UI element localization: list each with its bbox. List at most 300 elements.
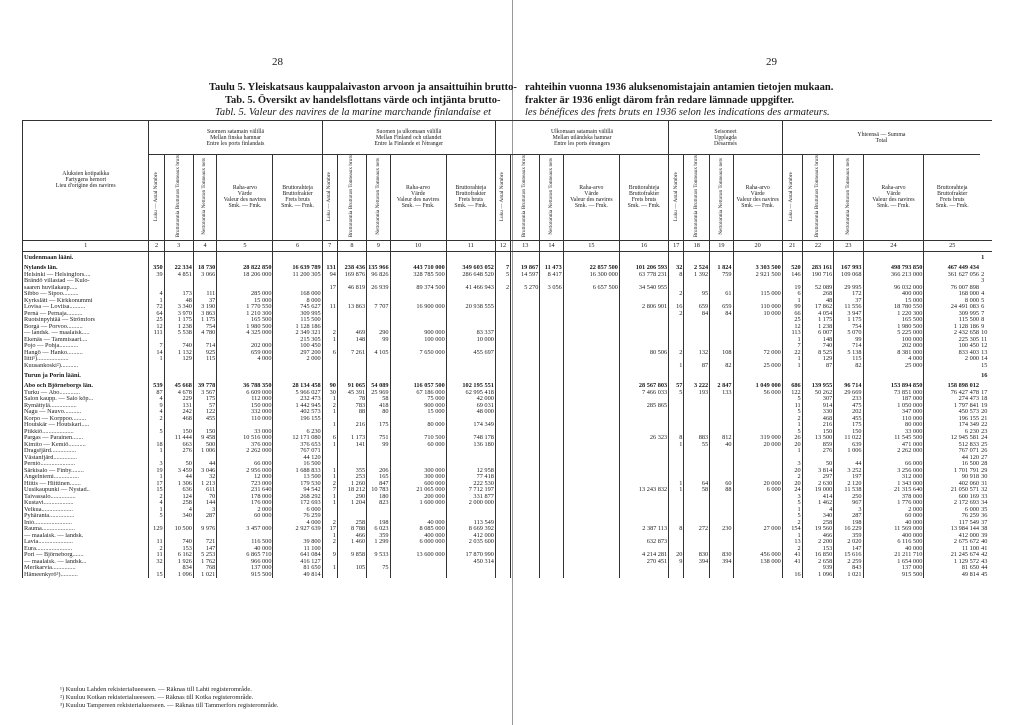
table-cell: 19 560: [802, 526, 834, 533]
row-label: Ekenäs — Tammisaari....: [23, 337, 149, 344]
column-number: 10: [390, 240, 446, 251]
table-cell: [669, 572, 684, 579]
table-cell: 15 616: [834, 552, 863, 559]
table-cell: 710 500: [390, 435, 446, 442]
table-cell: 198: [367, 520, 390, 527]
table-cell: [446, 572, 495, 579]
table-cell: 173: [164, 291, 193, 298]
table-cell: 11 556: [834, 304, 863, 311]
table-cell: 129: [164, 356, 193, 363]
table-cell: [733, 251, 782, 265]
table-cell: 94: [322, 272, 337, 279]
table-cell: 823: [367, 500, 390, 507]
column-header-cell: [834, 155, 863, 241]
table-cell: 20: [782, 442, 802, 449]
table-cell: 12 000: [217, 474, 273, 481]
table-cell: 394: [684, 559, 710, 566]
column-number: 12: [495, 240, 510, 251]
table-cell: 10 783: [367, 487, 390, 494]
row-label: Piikkiö....................: [23, 429, 149, 436]
row-label: Inió........................: [23, 520, 149, 527]
row-number: 44: [981, 565, 988, 572]
table-cell: 1 175: [802, 317, 834, 324]
table-cell: 27 000: [733, 526, 782, 533]
table-cell: 3 222: [684, 383, 710, 390]
table-cell: 759: [710, 272, 733, 279]
row-number: 37: [981, 519, 988, 526]
table-cell: 4 851: [164, 272, 193, 279]
table-cell: 193: [684, 390, 710, 397]
net-column-header: Nettotonnia Nettoton Tonneaux nets: [201, 157, 208, 235]
table-cell: 1 220 300: [863, 311, 924, 318]
table-cell: 28 134 458: [273, 383, 322, 390]
table-cell: 95: [684, 291, 710, 298]
table-cell: 2 262 000: [863, 448, 924, 455]
row-number: 13: [981, 349, 988, 356]
column-header-cell: [669, 155, 684, 241]
table-cell: 1 688 833: [273, 468, 322, 475]
table-cell: 115: [834, 356, 863, 363]
table-cell: 91 065: [337, 383, 366, 390]
freight-column-header: Bruttorahteja Bruttofrakter Frets bruts Smk. — Fmk.: [924, 155, 980, 241]
table-cell: 6 162: [164, 552, 193, 559]
row-number: 19: [981, 402, 988, 409]
table-cell: 276: [802, 448, 834, 455]
table-cell: 686: [782, 383, 802, 390]
table-cell: 45 668: [164, 383, 193, 390]
table-cell: 6 007: [802, 330, 834, 337]
column-number: 6: [273, 240, 322, 251]
row-label: Turun ja Porin lääni.: [23, 369, 149, 383]
table-cell: 225 305: [924, 337, 980, 344]
value-column-header: Raha-arvo Värde Valeur des navires Smk. — Fmk.: [733, 155, 782, 241]
table-cell: 2: [322, 403, 337, 410]
table-cell: 26 323: [619, 435, 668, 442]
column-header-cell: [684, 155, 710, 241]
group-header-abroad: Ulkomaan satamain välillä Mellan utländska hamnar Entre les ports étrangers: [495, 121, 668, 155]
gross-column-header: Bruttotonnia Bruttoton Tonneaux bruts: [175, 155, 181, 238]
table-cell: 2: [782, 546, 802, 553]
row-label: Pori — Björneborg.......: [23, 552, 149, 559]
table-cell: 830: [684, 552, 710, 559]
table-cell: 115 000: [733, 291, 782, 298]
table-cell: 307: [802, 396, 834, 403]
table-cell: 347 000: [863, 409, 924, 416]
group-header-foreign: Suomen ja ulkomaan välillä Mellan Finland och utlandet Entre la Finlande et l'étranger: [322, 121, 495, 155]
table-cell: 250: [834, 494, 863, 501]
table-cell: 740: [164, 539, 193, 546]
table-cell: [337, 572, 366, 579]
table-cell: 11 022: [834, 435, 863, 442]
table-cell: 153 894 850: [863, 383, 924, 390]
merchant-fleet-table: [22, 120, 992, 578]
table-cell: 72 000: [733, 350, 782, 357]
table-cell: 200 000: [390, 494, 446, 501]
table-cell: [684, 572, 710, 579]
table-cell: 11 545 500: [863, 435, 924, 442]
table-cell: 847: [367, 481, 390, 488]
table-cell: 471 000: [863, 442, 924, 449]
table-cell: 73 851 000: [863, 390, 924, 397]
table-cell: 1: [322, 337, 337, 344]
table-cell: 139 955: [802, 383, 834, 390]
table-cell: 70: [193, 494, 216, 501]
row-number: 5: [981, 297, 985, 304]
table-cell: 1 049 000: [733, 383, 782, 390]
table-cell: 50: [164, 461, 193, 468]
table-cell: 41: [782, 559, 802, 566]
table-cell: 1: [669, 487, 684, 494]
table-cell: 925: [193, 350, 216, 357]
table-cell: 767 071: [924, 448, 980, 455]
table-cell: 659: [710, 304, 733, 311]
table-cell: 3: [149, 461, 164, 468]
table-cell: 16 500: [924, 461, 980, 468]
column-number: 5: [217, 240, 273, 251]
row-number: 25: [981, 441, 988, 448]
table-cell: 714: [834, 343, 863, 350]
table-cell: 116 500: [217, 539, 273, 546]
table-cell: 1 096: [802, 572, 834, 579]
table-cell: 812: [710, 435, 733, 442]
table-cell: 290: [337, 494, 366, 501]
table-cell: 115 500: [273, 317, 322, 324]
table-cell: 8 788: [337, 526, 366, 533]
table-cell: 359: [367, 533, 390, 540]
table-cell: 12 958: [446, 468, 495, 475]
table-cell: 7 261: [337, 350, 366, 357]
table-cell: 154: [782, 526, 802, 533]
table-cell: 83 337: [446, 330, 495, 337]
table-cell: 268: [802, 291, 834, 298]
table-cell: 8: [669, 526, 684, 533]
table-cell: 283 161: [802, 265, 834, 272]
table-cell: 28 567 803: [619, 383, 668, 390]
table-cell: 16 900 000: [390, 304, 446, 311]
table-cell: 466: [802, 533, 834, 540]
table-cell: 376 653: [273, 442, 322, 449]
table-cell: 1 238: [802, 324, 834, 331]
table-cell: [669, 369, 684, 383]
table-cell: 1 460: [337, 539, 366, 546]
table-cell: 443 710 000: [390, 265, 446, 272]
table-cell: 1 006: [834, 448, 863, 455]
table-cell: 110 000: [863, 416, 924, 423]
column-header-cell: [540, 155, 563, 241]
table-cell: 16: [782, 572, 802, 579]
table-cell: [563, 251, 619, 265]
table-cell: [322, 251, 337, 265]
table-cell: 10 000: [733, 311, 782, 318]
table-cell: 17: [322, 285, 337, 292]
table-cell: 40 000: [390, 520, 446, 527]
table-cell: 376 000: [217, 442, 273, 449]
table-cell: 1 132: [164, 350, 193, 357]
table-cell: 17: [322, 526, 337, 533]
table-cell: 859: [802, 442, 834, 449]
table-cell: 2: [669, 350, 684, 357]
table-cell: 1 213: [193, 481, 216, 488]
table-cell: 1 824: [710, 265, 733, 272]
table-cell: 4 000: [217, 356, 273, 363]
table-cell: 355: [337, 468, 366, 475]
table-cell: 340: [164, 513, 193, 520]
table-cell: 416 127: [273, 559, 322, 566]
table-cell: [619, 369, 668, 383]
table-cell: 25: [149, 317, 164, 324]
table-cell: 13 243 832: [619, 487, 668, 494]
table-cell: 58: [367, 396, 390, 403]
table-cell: 512 833: [924, 442, 980, 449]
table-cell: 2 035 600: [446, 539, 495, 546]
table-cell: 190 716: [802, 272, 834, 279]
gross-column-header: Bruttotonnia Bruttoton Tonneaux bruts: [521, 155, 528, 238]
table-cell: 5 966 027: [273, 390, 322, 397]
table-cell: 216: [802, 422, 834, 429]
table-cell: 1 128 186: [924, 324, 980, 331]
table-cell: 20 938 555: [446, 304, 495, 311]
table-cell: 131: [164, 403, 193, 410]
table-cell: 96 826: [367, 272, 390, 279]
table-cell: 32: [149, 559, 164, 566]
table-cell: 1: [149, 298, 164, 305]
table-cell: 2 200: [802, 539, 834, 546]
table-cell: 17 870 990: [446, 552, 495, 559]
column-number: 25: [924, 240, 980, 251]
table-cell: 69 031: [446, 403, 495, 410]
table-cell: 1: [782, 356, 802, 363]
column-number: 15: [563, 240, 619, 251]
table-cell: 1 175: [164, 317, 193, 324]
row-number: 35: [981, 506, 988, 513]
row-label: Pernå — Pernaja..........: [23, 311, 149, 318]
table-cell: 11: [322, 304, 337, 311]
table-cell: 659: [684, 304, 710, 311]
table-cell: [149, 369, 164, 383]
table-cell: 52 089: [802, 285, 834, 292]
table-cell: 900 000: [390, 403, 446, 410]
table-cell: 6 609 000: [217, 390, 273, 397]
column-number: 8: [337, 240, 366, 251]
table-cell: 67 186 000: [390, 390, 446, 397]
table-cell: 30: [322, 390, 337, 397]
table-cell: 3: [193, 507, 216, 514]
table-cell: 133: [710, 390, 733, 397]
table-cell: 450 573: [924, 409, 980, 416]
table-cell: 1 701 791: [924, 468, 980, 475]
column-number: 23: [834, 240, 863, 251]
table-cell: 129: [802, 356, 834, 363]
table-cell: 18 780 550: [863, 304, 924, 311]
row-number: 24: [981, 435, 988, 442]
table-cell: 4 000: [273, 520, 322, 527]
table-cell: [390, 251, 446, 265]
table-cell: 12 945 581: [924, 435, 980, 442]
table-cell: [684, 251, 710, 265]
row-label: Uudenmaan lääni.: [23, 251, 149, 265]
table-cell: 900 000: [390, 330, 446, 337]
table-cell: 11 100: [273, 546, 322, 553]
table-cell: 340: [802, 513, 834, 520]
table-cell: 5 538: [164, 330, 193, 337]
table-cell: 48 000: [446, 409, 495, 416]
table-cell: 6 000: [273, 507, 322, 514]
table-cell: 17 862: [802, 304, 834, 311]
table-cell: 8 085 000: [390, 526, 446, 533]
table-cell: 539: [149, 383, 164, 390]
table-cell: 467 449 434: [924, 265, 980, 272]
table-cell: 2 847: [710, 383, 733, 390]
table-cell: 9 976: [193, 526, 216, 533]
table-cell: 80: [367, 409, 390, 416]
table-cell: 110 000: [217, 416, 273, 423]
table-cell: 455: [193, 416, 216, 423]
table-cell: 44: [193, 461, 216, 468]
table-cell: 21 065 000: [390, 487, 446, 494]
table-cell: 66 000: [217, 461, 273, 468]
table-cell: 41: [782, 552, 802, 559]
table-cell: 1 980 500: [863, 324, 924, 331]
table-cell: 285 865: [619, 403, 668, 410]
row-number: 28: [981, 461, 988, 468]
table-cell: 1: [782, 507, 802, 514]
table-cell: 37: [834, 298, 863, 305]
table-cell: 331 877: [446, 494, 495, 501]
table-cell: 40 000: [217, 546, 273, 553]
table-cell: 2 658: [802, 559, 834, 566]
row-number: 15: [981, 362, 988, 369]
table-cell: 498 793 850: [863, 265, 924, 272]
table-cell: 11 569 000: [863, 526, 924, 533]
row-label: Eura.......................: [23, 546, 149, 553]
table-cell: 1 021: [193, 572, 216, 579]
table-cell: 2: [322, 330, 337, 337]
table-cell: 8: [669, 435, 684, 442]
table-cell: 148: [337, 337, 366, 344]
table-cell: 4: [149, 500, 164, 507]
table-cell: 222 530: [446, 481, 495, 488]
table-cell: 113 549: [446, 520, 495, 527]
table-cell: 1 128 186: [273, 324, 322, 331]
table-cell: 600 169: [924, 494, 980, 501]
row-number: 4: [981, 291, 985, 298]
table-cell: 8 525: [802, 350, 834, 357]
table-cell: 111: [149, 330, 164, 337]
table-cell: 13: [782, 539, 802, 546]
table-cell: 1 442 945: [273, 403, 322, 410]
table-cell: 914: [802, 403, 834, 410]
page-number-left: 28: [272, 56, 283, 68]
table-cell: 33 000: [217, 429, 273, 436]
table-cell: 61: [710, 291, 733, 298]
table-cell: 6: [322, 435, 337, 442]
table-cell: 1: [149, 507, 164, 514]
table-cell: 1: [782, 337, 802, 344]
table-cell: 109 068: [834, 272, 863, 279]
count-column-header: Luku — Antal Nombre: [326, 171, 332, 221]
table-cell: 19 000: [802, 487, 834, 494]
table-cell: 32: [193, 474, 216, 481]
table-cell: 10 516 000: [217, 435, 273, 442]
table-cell: 100 000: [863, 337, 924, 344]
table-cell: 25 000: [733, 363, 782, 370]
table-cell: 55: [684, 442, 710, 449]
table-cell: 2 262 000: [217, 448, 273, 455]
table-cell: 76 007 898: [924, 285, 980, 292]
table-cell: 6 230: [924, 429, 980, 436]
table-cell: 5: [782, 500, 802, 507]
table-cell: 129: [149, 526, 164, 533]
table-cell: 117 549: [924, 520, 980, 527]
row-number: 26: [981, 448, 988, 455]
table-cell: 2 630: [802, 481, 834, 488]
table-cell: [337, 369, 366, 383]
table-cell: 99: [367, 337, 390, 344]
row-label: Hiitis — Hiittinen.......: [23, 481, 149, 488]
table-row: [23, 572, 993, 579]
table-cell: 636: [164, 487, 193, 494]
table-cell: 1 654 000: [863, 559, 924, 566]
table-cell: 158 898 012: [924, 383, 980, 390]
table-cell: 29 995: [834, 285, 863, 292]
table-cell: 268 292: [273, 494, 322, 501]
table-cell: 16 850: [802, 552, 834, 559]
table-cell: [710, 572, 733, 579]
table-cell: 187 000: [863, 396, 924, 403]
table-cell: 11 100: [924, 546, 980, 553]
row-label: Nylands län.: [23, 265, 149, 272]
table-cell: 297 200: [273, 350, 322, 357]
table-cell: 253: [337, 474, 366, 481]
table-cell: 18 206 000: [217, 272, 273, 279]
table-cell: 20 000: [733, 442, 782, 449]
table-cell: 87: [802, 363, 834, 370]
table-cell: 150: [834, 429, 863, 436]
table-cell: [273, 251, 322, 265]
table-cell: 1: [322, 474, 337, 481]
table-cell: 12: [149, 324, 164, 331]
table-cell: 1: [322, 396, 337, 403]
table-cell: 1: [322, 533, 337, 540]
table-cell: 4 105: [367, 350, 390, 357]
row-number: 9: [981, 323, 985, 330]
column-header-cell: [511, 155, 540, 241]
table-cell: 412 000: [446, 533, 495, 540]
row-label: Korpo — Korppoo.........: [23, 416, 149, 423]
column-header-cell: [164, 155, 193, 241]
table-cell: 99: [782, 304, 802, 311]
table-cell: 2: [149, 494, 164, 501]
table-cell: 754: [193, 324, 216, 331]
table-cell: 1: [322, 409, 337, 416]
table-cell: 64: [684, 481, 710, 488]
table-cell: 1: [322, 500, 337, 507]
table-cell: 8 000: [924, 298, 980, 305]
table-cell: 80 000: [390, 422, 446, 429]
table-cell: 60 000: [217, 513, 273, 520]
table-cell: 242: [164, 409, 193, 416]
table-cell: 3 252: [834, 468, 863, 475]
table-cell: 13 863: [337, 304, 366, 311]
table-cell: 165: [367, 474, 390, 481]
table-cell: [563, 369, 619, 383]
table-cell: 767 071: [273, 448, 322, 455]
table-cell: 172 693: [273, 500, 322, 507]
table-cell: 3 056: [540, 285, 563, 292]
table-cell: [149, 251, 164, 265]
table-cell: 46 819: [337, 285, 366, 292]
table-cell: 274 473: [924, 396, 980, 403]
